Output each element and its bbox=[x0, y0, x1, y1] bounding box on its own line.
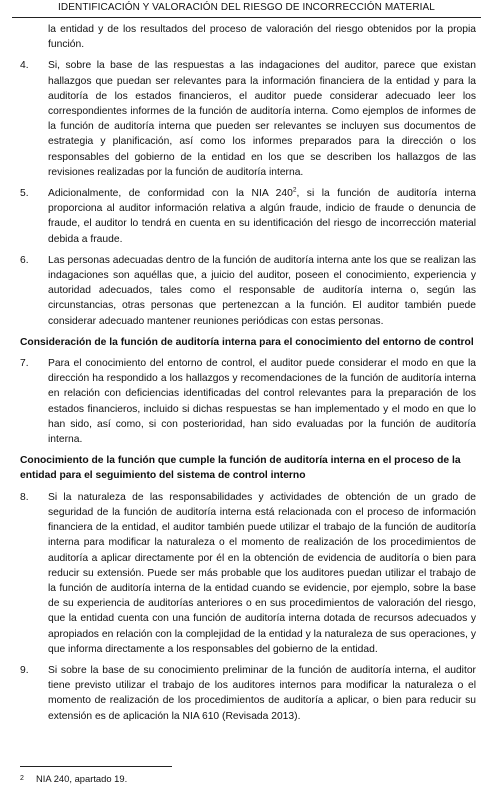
paragraph-5 bbox=[20, 186, 476, 247]
paragraph-number: 9. bbox=[20, 664, 29, 676]
paragraph-number: 7. bbox=[20, 358, 29, 370]
document-body bbox=[20, 22, 476, 730]
section-heading: Conocimiento de la función que cumple la función de auditoría interna en el proceso de la entidad para el seguimiento del sistema de control interno bbox=[20, 455, 461, 482]
paragraph-4 bbox=[20, 58, 476, 180]
paragraph-text: Si, sobre la base de las respuestas a las indagaciones del auditor, parece que existan hallazgos que puedan ser relevantes para la información financiera de la entidad y para la auditoría de los estados financieros, el auditor puede considerar adecuado leer los correspondientes informes de la función de auditoría interna. Como ejemplos de informes de la función de auditoría interna que pueden ser relevantes se incluyen sus documentos de estrategia y planificación, así como los informes preparados para la dirección o los responsables del gobierno de la entidad en los que se describen los hallazgos de las revisiones realizadas por la función de auditoría interna. bbox=[48, 60, 476, 178]
paragraph-text: Si la naturaleza de las responsabilidades y actividades de obtención de un grado de seguridad de la función de auditoría interna está relacionada con el proceso de información financiera de la entidad, el auditor también puede utilizar el trabajo de la función de auditoría interna para modificar la naturaleza o el momento de realización de los procedimientos de auditoría a aplicar directamente por él en la obtención de evidencia de auditoría o bien para reducir su extensión. Puede ser más probable que los auditores puedan utilizar el trabajo de la función de auditoría interna de la entidad cuando se evidencie, por ejemplo, sobre la base de su experiencia de auditorías anteriores o en sus procedimientos de valoración del riesgo, que la entidad cuenta con una función de auditoría interna dotada de recursos adecuados y apropiados en relación con la complejidad de la entidad y la naturaleza de sus operaciones, y que informa directamente a los responsables del gobierno de la entidad. bbox=[48, 491, 476, 655]
paragraph-number: 8. bbox=[20, 491, 29, 503]
paragraph-number: 6. bbox=[20, 254, 29, 266]
paragraph-text: Las personas adecuadas dentro de la función de auditoría interna ante los que se realizan las indagaciones son aquéllas que, a juicio del auditor, poseen el conocimiento, experiencia y autoridad adecuados, tales como el responsable de auditoría interna o, según las circunstancias, otras personas que pertenezcan a la función. El auditor también puede considerar adecuado mantener reuniones periódicas con estas personas. bbox=[48, 254, 476, 327]
paragraph-8 bbox=[20, 490, 476, 657]
paragraph-text: Para el conocimiento del entorno de control, el auditor puede considerar el modo en que la dirección ha respondido a los hallazgos y recomendaciones de la función de auditoría interna en relación con deficiencias identificadas del control relevantes para la preparación de los estados financieros, incluido si dichas respuestas se han implementado y el modo en que lo han sido, así como, si con posterioridad, han sido evaluadas por la función de auditoría interna. bbox=[48, 358, 476, 446]
paragraph-text: Adicionalmente, de conformidad con la NIA 240 bbox=[48, 188, 293, 200]
paragraph-number: 4. bbox=[20, 60, 29, 72]
header-rule bbox=[12, 17, 481, 18]
paragraph-6 bbox=[20, 253, 476, 329]
paragraph-number: 5. bbox=[20, 188, 29, 200]
section-heading: Consideración de la función de auditoría interna para el conocimiento del entorno de control bbox=[20, 336, 474, 348]
continued-paragraph bbox=[20, 22, 476, 52]
paragraph-9 bbox=[20, 663, 476, 724]
paragraph-text: Si sobre la base de su conocimiento preliminar de la función de auditoría interna, el auditor tiene previsto utilizar el trabajo de los auditores internos para modificar la naturaleza o el momento de realización de los procedimientos de auditoría a aplicar, o bien para reducir su extensión es de aplicación la NIA 610 (Revisada 2013). bbox=[48, 664, 476, 722]
footnote bbox=[20, 773, 127, 785]
footnote-rule bbox=[20, 766, 172, 767]
footnote-text: NIA 240, apartado 19. bbox=[36, 773, 128, 784]
paragraph-text-continued: , si la función de auditoría interna proporciona al auditor información relativa a algún fraude, indicio de fraude o denuncia de fraude, el auditor lo tendrá en cuenta en su identificación del riesgo de incorrección material debida a fraude. bbox=[48, 188, 476, 245]
paragraph-7 bbox=[20, 356, 476, 447]
footnote-reference[interactable]: 2 bbox=[292, 186, 297, 194]
footnote-number: 2 bbox=[20, 775, 24, 782]
running-header: IDENTIFICACIÓN Y VALORACIÓN DEL RIESGO DE INCORRECCIÓN MATERIAL bbox=[58, 2, 435, 13]
paragraph-text: la entidad y de los resultados del proceso de valoración del riesgo obtenidos por la propia función. bbox=[48, 24, 476, 51]
